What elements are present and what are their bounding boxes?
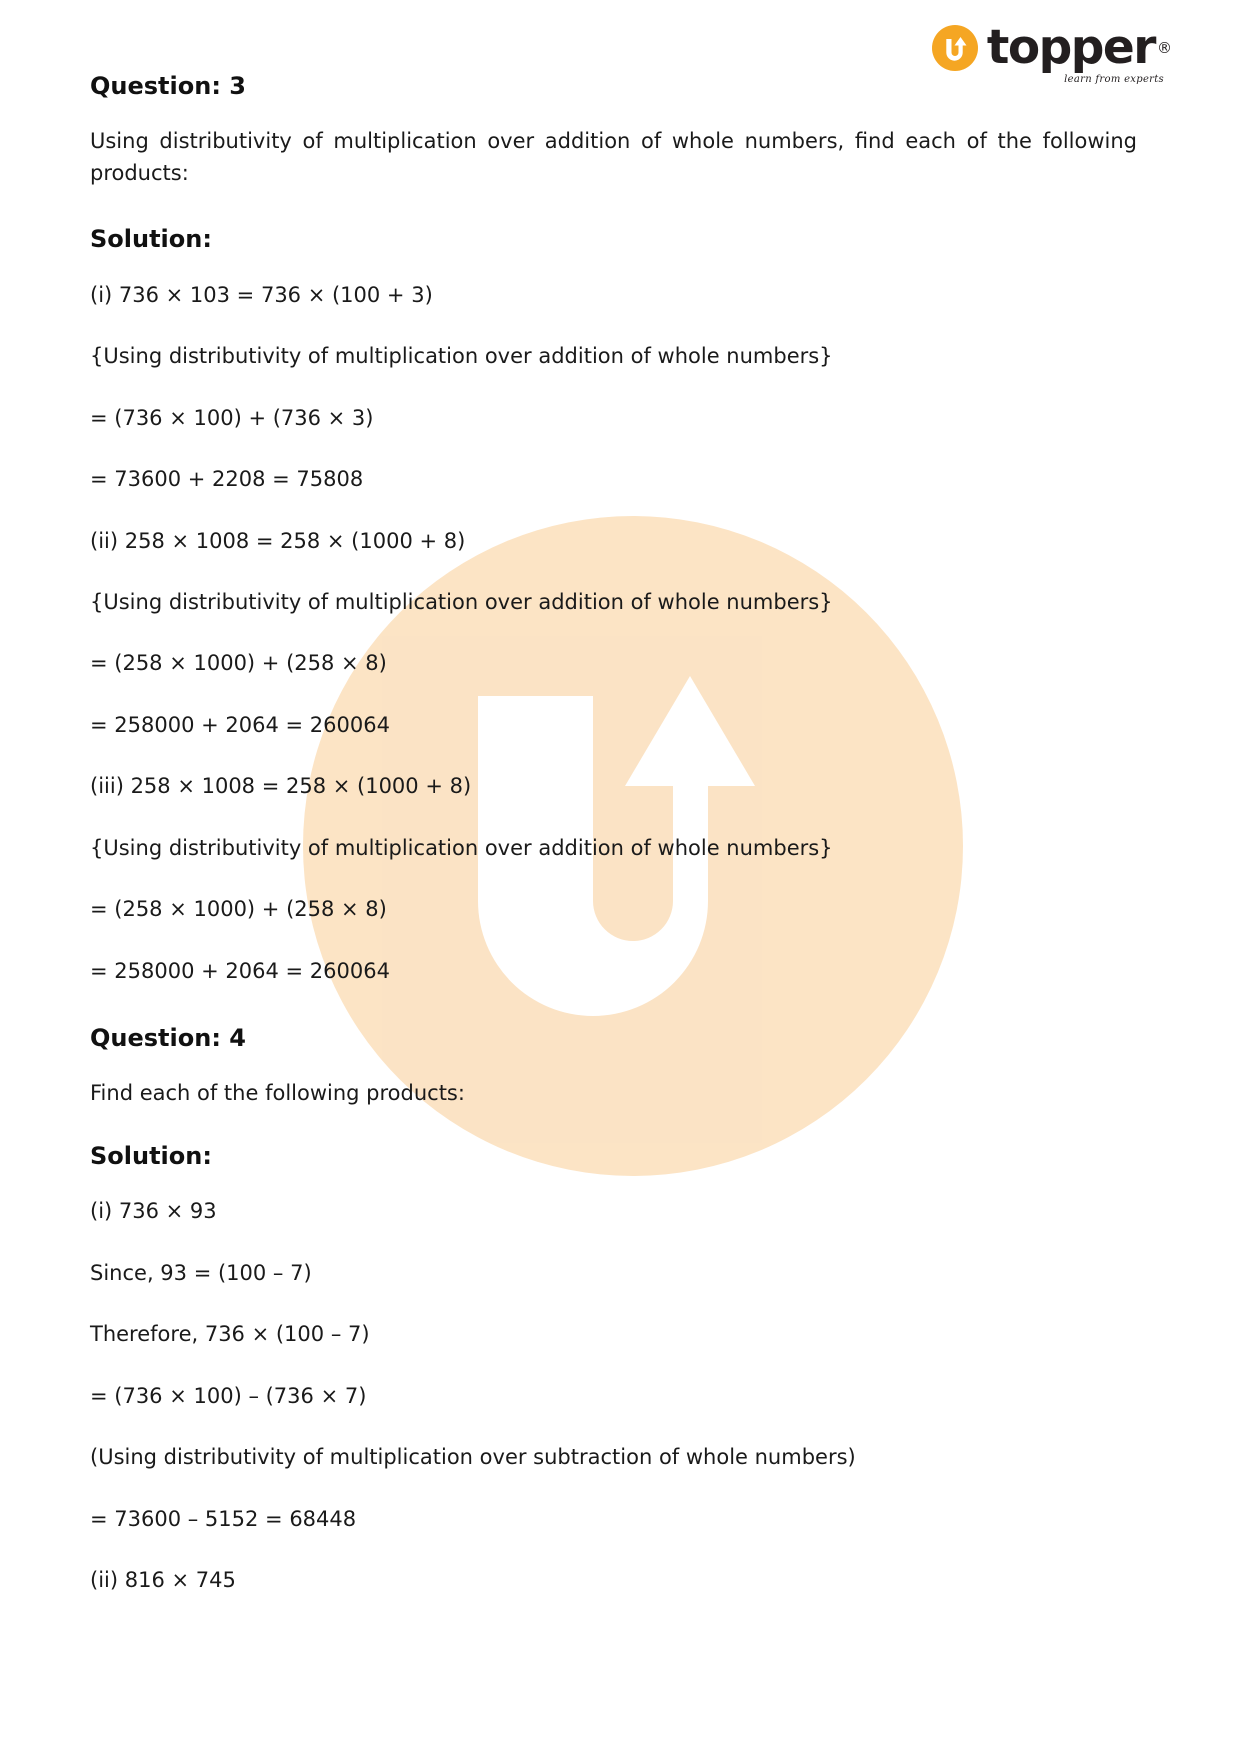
topper-logo — [932, 20, 1172, 85]
solution-step: Therefore, 736 × (100 – 7) — [90, 1322, 370, 1347]
solution-step: {Using distributivity of multiplication over addition of whole numbers} — [90, 589, 833, 614]
solution-step: = (258 × 1000) + (258 × 8) — [90, 897, 387, 922]
question-3-title: Question: 3 — [90, 72, 246, 100]
solution-step: = 73600 – 5152 = 68448 — [90, 1506, 357, 1531]
question-4-solution-label: Solution: — [90, 1141, 212, 1170]
question-4-title: Question: 4 — [90, 1024, 246, 1053]
solution-step: (Using distributivity of multiplication over subtraction of whole numbers) — [90, 1445, 856, 1470]
solution-step: = (736 × 100) + (736 × 3) — [90, 405, 374, 430]
brand-name: topper — [986, 20, 1155, 75]
solution-step: {Using distributivity of multiplication over addition of whole numbers} — [90, 835, 833, 860]
registered-mark: ® — [1157, 38, 1172, 57]
question-3-prompt: Using distributivity of multiplication over addition of whole numbers, find each of the following products: — [90, 129, 1137, 185]
document-content — [90, 70, 1150, 1626]
solution-step: = (736 × 100) – (736 × 7) — [90, 1383, 367, 1408]
solution-step: = 258000 + 2064 = 260064 — [90, 712, 390, 737]
question-4-prompt: Find each of the following products: — [90, 1081, 465, 1106]
solution-step: {Using distributivity of multiplication over addition of whole numbers} — [90, 344, 833, 369]
solution-step: = 73600 + 2208 = 75808 — [90, 467, 364, 492]
solution-step: Since, 93 = (100 – 7) — [90, 1260, 312, 1285]
solution-step: (ii) 816 × 745 — [90, 1567, 236, 1592]
question-3-solution-label: Solution: — [90, 225, 212, 254]
solution-step: (i) 736 × 103 = 736 × (100 + 3) — [90, 282, 433, 307]
brand-tagline: learn from experts — [1064, 74, 1164, 85]
solution-step: (iii) 258 × 1008 = 258 × (1000 + 8) — [90, 774, 472, 799]
solution-step: (ii) 258 × 1008 = 258 × (1000 + 8) — [90, 528, 466, 553]
solution-step: = (258 × 1000) + (258 × 8) — [90, 651, 387, 676]
solution-step: = 258000 + 2064 = 260064 — [90, 958, 390, 983]
solution-step: (i) 736 × 93 — [90, 1199, 217, 1224]
topper-logo-icon — [932, 25, 978, 71]
